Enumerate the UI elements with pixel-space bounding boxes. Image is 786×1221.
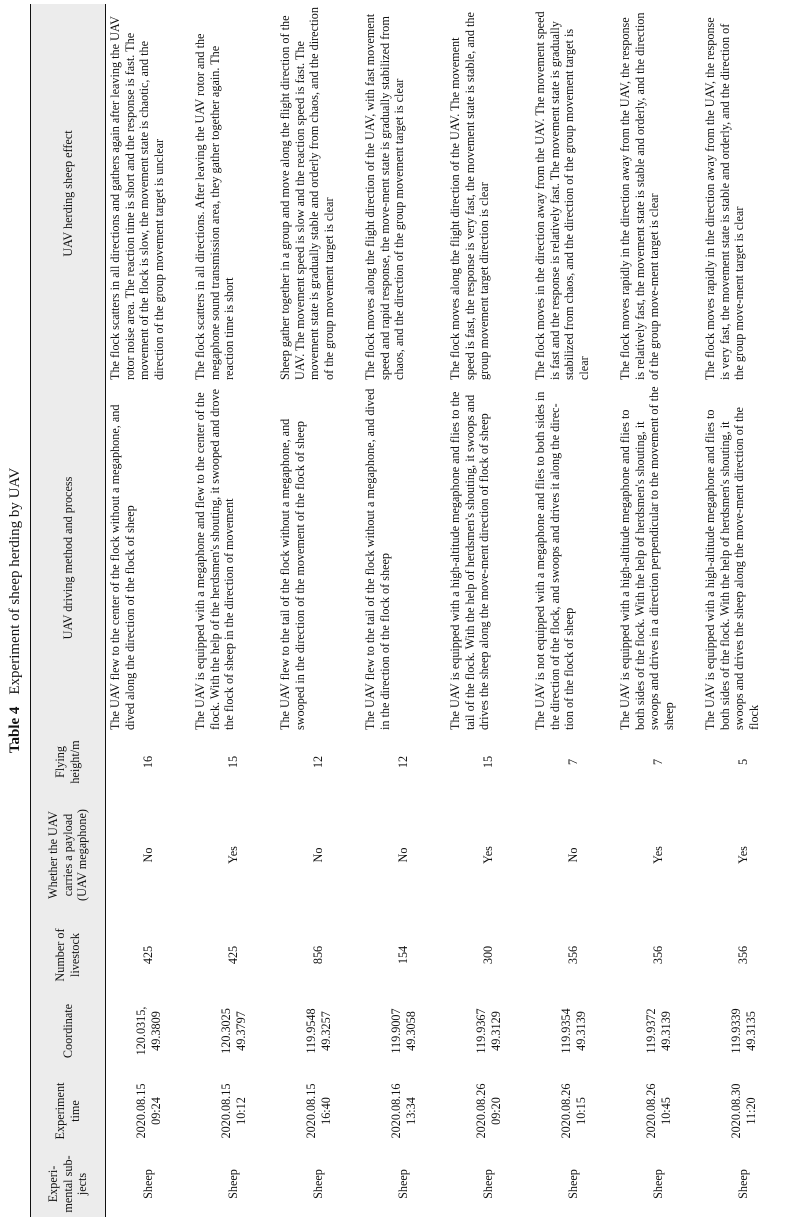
header-payload: Whether the UAV carries a payload (UAV megaphone) bbox=[31, 791, 106, 919]
header-time: Experiment time bbox=[31, 1071, 106, 1151]
cell-height: 7 bbox=[651, 758, 666, 766]
cell-time: 2020.08.26 10:45 bbox=[643, 1083, 673, 1139]
cell-height: 12 bbox=[311, 755, 326, 769]
header-subjects: Experi- mental sub- jects bbox=[31, 1151, 106, 1217]
cell-effect: The flock moves along the flight direction of the UAV. The movement speed is fast, the response is very fast, the movement state is stable, and the group movement target direction is clear bbox=[448, 12, 492, 380]
cell-livestock: 356 bbox=[566, 945, 581, 965]
cell-livestock: 356 bbox=[701, 919, 786, 991]
cell-coordinate: 120.3025 49.3797 bbox=[218, 1008, 248, 1054]
cell-process: The UAV flew to the tail of the flock without a megaphone, and swooped in the direction of the movement of the flock of sheep bbox=[278, 418, 307, 730]
cell-subject: Sheep bbox=[141, 1169, 156, 1199]
table-row bbox=[616, 4, 701, 1217]
cell-height: 15 bbox=[226, 755, 241, 769]
table-row bbox=[276, 4, 361, 1217]
table-row bbox=[106, 4, 192, 1217]
cell-time: 2020.08.26 10:15 bbox=[558, 1083, 588, 1139]
cell-livestock: 300 bbox=[481, 945, 496, 965]
cell-time: 2020.08.15 16:40 bbox=[303, 1083, 333, 1139]
cell-coordinate: 119.9339 49.3135 bbox=[701, 991, 786, 1071]
table-row bbox=[446, 4, 531, 1217]
cell-payload: No bbox=[141, 847, 156, 863]
cell-height: 15 bbox=[481, 755, 496, 769]
cell-effect: The flock scatters in all directions and gathers again after leaving the UAV rotor noise area. The reaction time is short and the response is fast. The movement of the flock is slow, the movement state is chaotic, and the direction of the group movement target is unclear bbox=[108, 16, 166, 380]
cell-effect: Sheep gather together in a group and move along the flight direction of the UAV. The movement speed is slow and the reaction speed is fast. The movement state is gradually stable and orderly from chaos, and the direction of the group movement target is clear bbox=[278, 7, 336, 380]
header-coordinate: Coordinate bbox=[31, 991, 106, 1071]
cell-effect: The flock moves rapidly in the direction away from the UAV, the response is relatively fast, the movement state is stable and orderly, and the direction of the group move-ment target is clear bbox=[618, 12, 662, 380]
cell-subject: Sheep bbox=[566, 1169, 581, 1199]
cell-time: 2020.08.15 09:24 bbox=[133, 1083, 163, 1139]
cell-livestock: 154 bbox=[396, 945, 411, 965]
table-title: Experiment of sheep herding by UAV bbox=[7, 467, 23, 695]
cell-time: 2020.08.16 13:34 bbox=[388, 1083, 418, 1139]
cell-time: 2020.08.30 11:20 bbox=[701, 1071, 786, 1151]
cell-height: 16 bbox=[141, 755, 156, 769]
cell-process: The UAV flew to the tail of the flock without a megaphone, and dived in the direction of the flock of sheep bbox=[363, 388, 392, 730]
cell-payload: No bbox=[311, 847, 326, 863]
cell-coordinate: 119.9372 49.3139 bbox=[643, 1008, 673, 1054]
cell-coordinate: 119.9007 49.3058 bbox=[388, 1008, 418, 1054]
cell-livestock: 425 bbox=[141, 945, 156, 965]
cell-coordinate: 119.9548 49.3257 bbox=[303, 1008, 333, 1054]
cell-process: The UAV is equipped with a high-altitude megaphone and flies to both sides of the flock. With the help of herdsmen's shouting, it swoops and drives in a direction perpendicular to the movement of the sheep bbox=[618, 386, 676, 730]
cell-payload: Yes bbox=[701, 791, 786, 919]
cell-height: 5 bbox=[701, 733, 786, 791]
table-row bbox=[531, 4, 616, 1217]
cell-process: The UAV is equipped with a high-altitude megaphone and flies to both sides of the flock. With the help of herdsmen's shouting, it swoops and drives the sheep along the move-ment direction of the flock bbox=[701, 383, 786, 733]
cell-process: The UAV is not equipped with a megaphone and flies to both sides in the direction of the flock, and swoops and drives it along the direc-tion of the flock of sheep bbox=[533, 391, 577, 730]
header-livestock: Number of livestock bbox=[31, 919, 106, 991]
cell-height: 7 bbox=[566, 758, 581, 766]
cell-payload: Yes bbox=[651, 846, 666, 864]
cell-coordinate: 119.9354 49.3139 bbox=[558, 1008, 588, 1054]
header-effect: UAV herding sheep effect bbox=[31, 4, 106, 383]
experiment-table bbox=[30, 4, 786, 1217]
table-row bbox=[701, 4, 786, 1217]
cell-subject: Sheep bbox=[396, 1169, 411, 1199]
cell-livestock: 856 bbox=[311, 945, 326, 965]
cell-effect: The flock moves rapidly in the direction away from the UAV, the response is very fast, the movement state is stable and orderly, and the direction of the group move-ment target is clear bbox=[701, 4, 786, 383]
cell-subject: Sheep bbox=[226, 1169, 241, 1199]
table-caption bbox=[4, 0, 26, 1221]
cell-subject: Sheep bbox=[481, 1169, 496, 1199]
cell-payload: Yes bbox=[226, 846, 241, 864]
cell-livestock: 425 bbox=[226, 945, 241, 965]
cell-time: 2020.08.15 10:12 bbox=[218, 1083, 248, 1139]
cell-process: The UAV flew to the center of the flock without a megaphone, and dived along the direction of the flock of sheep bbox=[108, 404, 137, 730]
cell-payload: Yes bbox=[481, 846, 496, 864]
cell-effect: The flock scatters in all directions. After leaving the UAV rotor and the megaphone sound transmission area, they gather together again. The reaction time is short bbox=[193, 33, 237, 380]
cell-coordinate: 119.9367 49.3129 bbox=[473, 1008, 503, 1054]
cell-livestock: 356 bbox=[651, 945, 666, 965]
cell-time: 2020.08.26 09:20 bbox=[473, 1083, 503, 1139]
table-row bbox=[361, 4, 446, 1217]
header-process: UAV driving method and process bbox=[31, 383, 106, 733]
cell-payload: No bbox=[396, 847, 411, 863]
header-row bbox=[31, 4, 106, 1217]
cell-coordinate: 120.0315, 49.3809 bbox=[133, 1006, 163, 1056]
header-height: Flying height/m bbox=[31, 733, 106, 791]
cell-effect: The flock moves in the direction away from the UAV. The movement speed is fast and the response is relatively fast. The movement state is gradually stabilized from chaos, and the direction of the group movement target is clear bbox=[533, 11, 591, 380]
cell-process: The UAV is equipped with a megaphone and flew to the center of the flock. With the help of the herdsmen's shouting, it swooped and drove the flock of sheep in the direction of movement bbox=[193, 389, 237, 730]
cell-subject: Sheep bbox=[701, 1151, 786, 1217]
cell-process: The UAV is equipped with a high-altitude megaphone and flies to the tail of the flock. With the help of herdsmen's shouting, it swoops and drives the sheep along the move-ment direction of flock of sheep bbox=[448, 391, 492, 730]
cell-subject: Sheep bbox=[651, 1169, 666, 1199]
cell-payload: No bbox=[566, 847, 581, 863]
cell-subject: Sheep bbox=[311, 1169, 326, 1199]
cell-effect: The flock moves along the flight direction of the UAV, with fast movement speed and rapid response, the move-ment state is gradually stabilized from chaos, and the direction of the group movement target is clear bbox=[363, 13, 407, 380]
table-label: Table 4 bbox=[7, 706, 23, 754]
table-row bbox=[191, 4, 276, 1217]
cell-height: 12 bbox=[396, 755, 411, 769]
